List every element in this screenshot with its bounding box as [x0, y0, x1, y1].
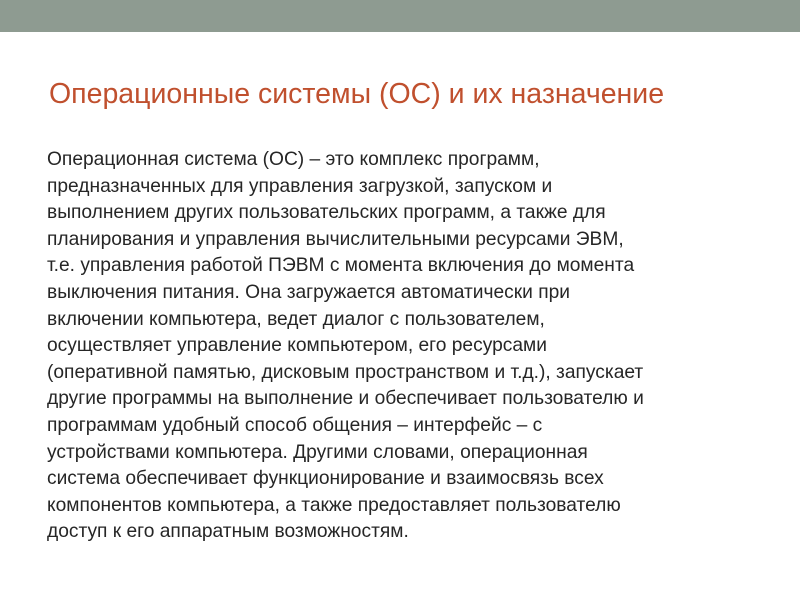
body-line: система обеспечивает функционирование и взаимосвязь всех	[47, 468, 604, 490]
body-line: выключения питания. Она загружается автоматически при	[47, 281, 570, 303]
body-line: Операционная система (ОС) – это комплекс программ,	[47, 149, 540, 170]
body-line: доступ к его аппаратным возможностям.	[47, 521, 409, 543]
body-line: (оперативной памятью, дисковым пространством и т.д.), запускает	[47, 361, 644, 383]
slide-top-band	[0, 0, 800, 32]
slide-body-text	[47, 147, 787, 546]
body-line: планирования и управления вычислительными ресурсами ЭВМ,	[47, 228, 624, 250]
body-line: другие программы на выполнение и обеспечивает пользователю и	[47, 388, 644, 410]
body-line: осуществляет управление компьютером, его ресурсами	[47, 335, 547, 357]
body-line: программам удобный способ общения – интерфейс – с	[47, 414, 543, 436]
body-line: включении компьютера, ведет диалог с пользователем,	[47, 308, 545, 330]
body-line: предназначенных для управления загрузкой, запуском и	[47, 175, 553, 197]
body-line: устройствами компьютера. Другими словами, операционная	[47, 441, 588, 463]
body-line: т.е. управления работой ПЭВМ с момента включения до момента	[47, 255, 635, 277]
body-line: компонентов компьютера, а также предоставляет пользователю	[47, 494, 621, 516]
slide-title: Операционные системы (ОС) и их назначение	[49, 78, 665, 110]
body-line: выполнением других пользовательских программ, а также для	[47, 202, 606, 224]
